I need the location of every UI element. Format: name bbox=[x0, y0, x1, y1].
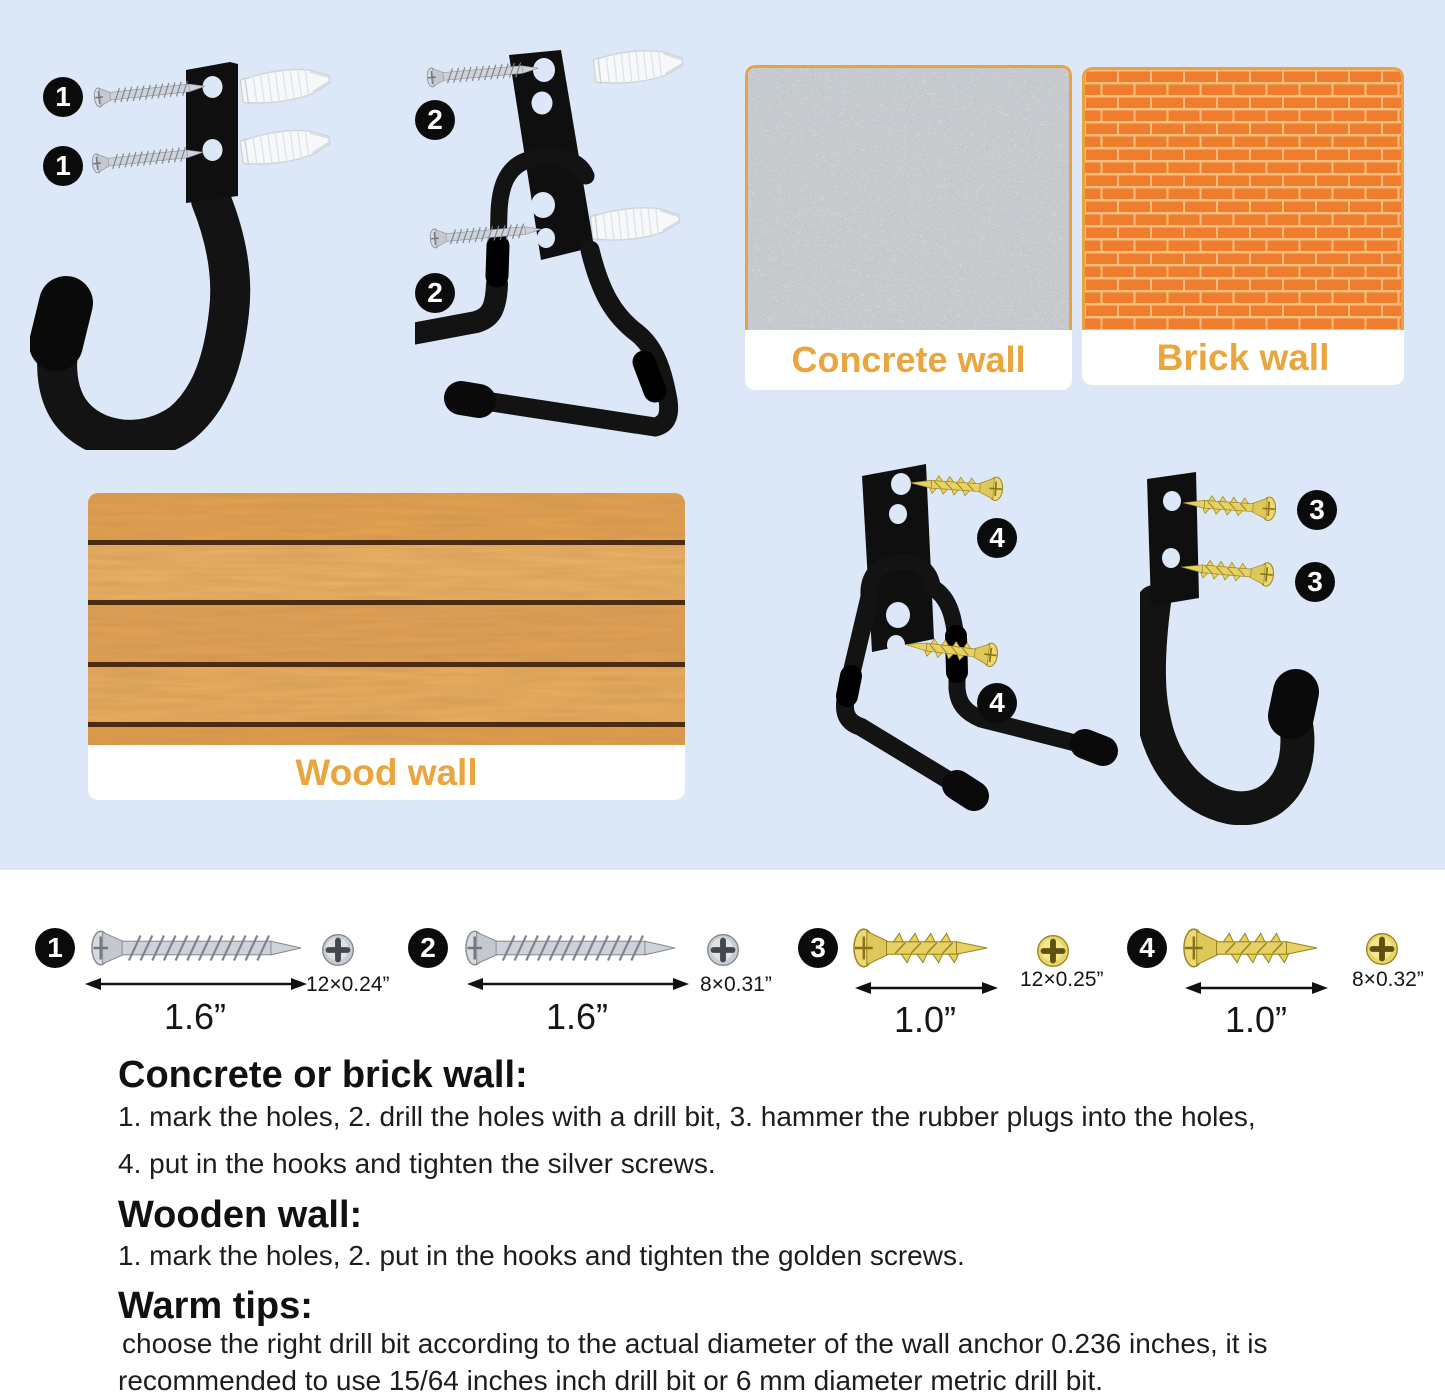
part-number-badge: 4 bbox=[977, 683, 1017, 723]
brick-texture-frame bbox=[1082, 67, 1404, 330]
hook-tip-cap bbox=[1291, 692, 1296, 716]
phillips-head-icon bbox=[1035, 933, 1071, 969]
rubber-collar bbox=[847, 676, 851, 696]
screw-length-label: 1.0” bbox=[1224, 999, 1288, 1040]
screw-hole bbox=[537, 228, 555, 248]
u-hook-large-exploded-image bbox=[415, 38, 705, 463]
concrete-brick-heading: Concrete or brick wall: bbox=[118, 1054, 528, 1096]
screw-size-label: 8×0.31” bbox=[700, 973, 772, 996]
gold-screw-image bbox=[852, 924, 990, 972]
brick-texture-image bbox=[1085, 70, 1401, 330]
wooden-step-line: 1. mark the holes, 2. put in the hooks and tighten the golden screws. bbox=[118, 1240, 965, 1271]
screw-hole bbox=[531, 192, 555, 218]
wall-anchor-icon bbox=[240, 64, 332, 107]
warm-tips-line-2: recommended to use 15/64 inches inch drill bit or 6 mm diameter metric drill bit. bbox=[118, 1365, 1104, 1396]
hook-tip-cap bbox=[56, 303, 66, 344]
phillips-head-icon bbox=[705, 932, 741, 968]
part-number-badge: 3 bbox=[1297, 490, 1337, 530]
part-number-badge: 1 bbox=[43, 146, 83, 186]
screw-hole bbox=[891, 473, 911, 495]
wood-texture-image bbox=[88, 493, 685, 745]
screw-size-label: 8×0.32” bbox=[1352, 968, 1424, 991]
concrete-texture-frame bbox=[745, 65, 1072, 330]
screw-number-badge: 2 bbox=[408, 928, 448, 968]
part-number-badge: 3 bbox=[1295, 562, 1335, 602]
screw-size-label: 12×0.24” bbox=[306, 973, 390, 996]
wood-wall-card bbox=[88, 493, 685, 800]
screw-hole bbox=[1162, 548, 1180, 568]
gold-screw-image bbox=[1182, 924, 1320, 972]
screw-hole bbox=[887, 635, 905, 655]
brick-wall-card bbox=[1082, 67, 1404, 385]
wall-anchor-icon bbox=[240, 125, 332, 168]
phillips-head-icon bbox=[1364, 931, 1400, 967]
screw-hole bbox=[886, 602, 910, 628]
phillips-head-icon bbox=[320, 932, 356, 968]
dimension-arrow bbox=[467, 977, 689, 991]
hook-tip-cap bbox=[957, 785, 974, 796]
wall-anchor-icon bbox=[593, 46, 684, 86]
screw-number-badge: 3 bbox=[798, 928, 838, 968]
wooden-wall-heading: Wooden wall: bbox=[118, 1194, 363, 1236]
dimension-arrow bbox=[855, 981, 998, 995]
rubber-collar bbox=[497, 246, 498, 276]
screw-hole bbox=[1163, 491, 1181, 511]
brick-wall-label: Brick wall bbox=[1082, 330, 1404, 385]
screw-size-label: 12×0.25” bbox=[1020, 968, 1104, 991]
silver-screw-icon bbox=[429, 220, 542, 249]
screw-hole bbox=[889, 504, 907, 524]
part-number-badge: 2 bbox=[415, 273, 455, 313]
concrete-step-line-1: 1. mark the holes, 2. drill the holes with a drill bit, 3. hammer the rubber plugs into the holes, bbox=[118, 1101, 1256, 1132]
concrete-texture-image bbox=[748, 68, 1069, 330]
u-hook-large-gold-exploded-image bbox=[830, 455, 1122, 835]
screw-length-label: 1.6” bbox=[545, 996, 609, 1037]
wall-anchor-icon bbox=[590, 203, 681, 243]
screw-number-badge: 1 bbox=[35, 928, 75, 968]
wood-wall-label: Wood wall bbox=[88, 745, 685, 800]
screw-length-label: 1.0” bbox=[893, 999, 957, 1040]
silver-screw-image bbox=[464, 925, 678, 971]
part-number-badge: 2 bbox=[415, 100, 455, 140]
dimension-arrow bbox=[85, 977, 307, 991]
dimension-arrow bbox=[1185, 981, 1328, 995]
part-number-badge: 1 bbox=[43, 77, 83, 117]
screw-hole bbox=[533, 58, 555, 82]
hook-tip-cap bbox=[1085, 744, 1103, 751]
part-number-badge: 4 bbox=[977, 518, 1017, 558]
warm-tips-line-1: choose the right drill bit according to the actual diameter of the wall anchor 0.236 inches, it is bbox=[122, 1328, 1268, 1359]
warm-tips-heading: Warm tips: bbox=[118, 1285, 313, 1327]
rubber-collar bbox=[644, 362, 655, 391]
screw-hole bbox=[203, 76, 223, 98]
screw-hole bbox=[532, 92, 553, 115]
concrete-wall-label: Concrete wall bbox=[745, 330, 1072, 390]
screw-hole bbox=[203, 139, 223, 161]
screw-length-label: 1.6” bbox=[163, 996, 227, 1037]
concrete-step-line-2: 4. put in the hooks and tighten the silver screws. bbox=[118, 1148, 716, 1179]
concrete-wall-card bbox=[745, 65, 1072, 390]
screw-number-badge: 4 bbox=[1127, 928, 1167, 968]
hook-tip-cap bbox=[461, 398, 479, 401]
silver-screw-image bbox=[90, 925, 304, 971]
